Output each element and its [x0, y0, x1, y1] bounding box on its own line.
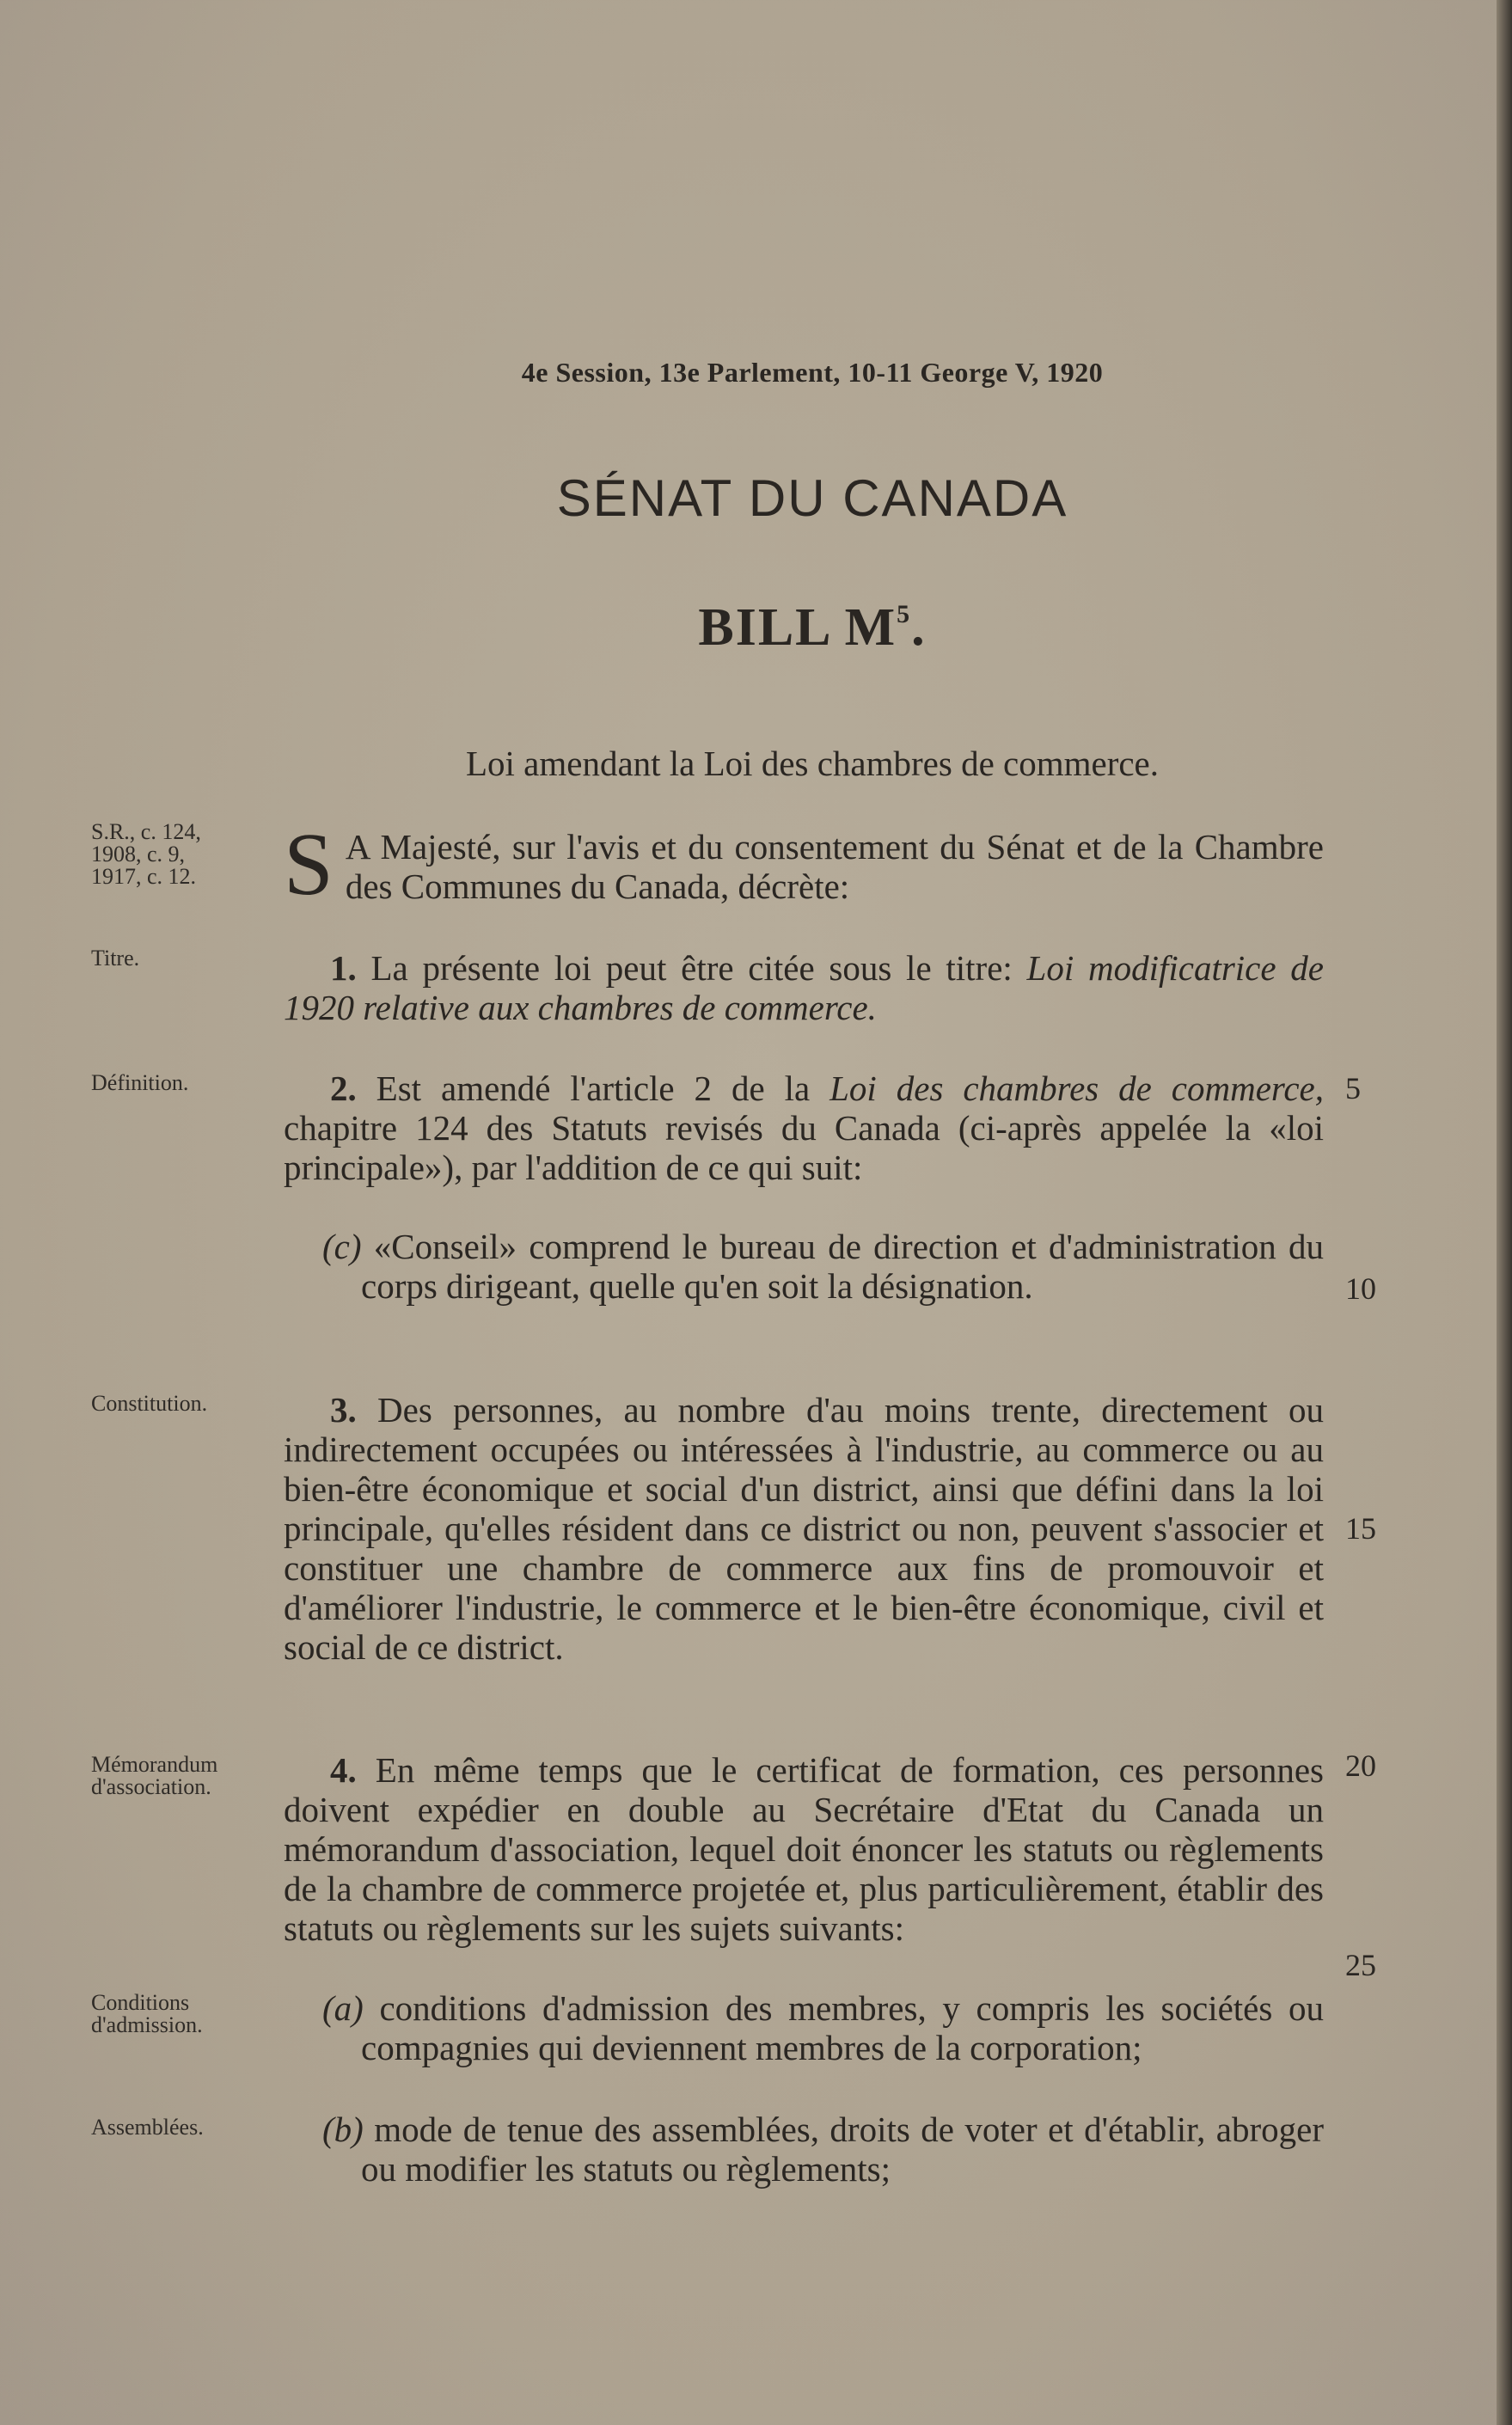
- section-2-text-a: Est amendé l'article 2 de la: [356, 1069, 830, 1108]
- section-2-act-name: Loi des chambres de commerce,: [829, 1069, 1324, 1108]
- clause-b-text: mode de tenue des assemblées, droits de voter et d'établir, abroger ou modifier les statuts ou règlements;: [361, 2110, 1324, 2189]
- bill-number: 5: [897, 600, 912, 628]
- section-3-text: Des personnes, au nombre d'au moins trente, directement ou indirectement occupées ou intéressées à l'industrie, au commerce ou au bien-être économique et social d'un district, ainsi que défini dans la loi principale, qu'elles résident dans ce district ou non, peuvent s'associer et constituer une chambre de commerce aux fins de promouvoir et d'améliorer l'industrie, le commerce et le bien-être économique, civil et social de ce district.: [284, 1390, 1324, 1667]
- line-number-15: 15: [1345, 1511, 1376, 1546]
- line-number-20: 20: [1345, 1748, 1376, 1783]
- section-4: [284, 1750, 1324, 1948]
- section-3: [284, 1390, 1324, 1667]
- bill-label: BILL M: [698, 598, 897, 657]
- bill-period: .: [911, 598, 927, 657]
- preamble-dropcap: S: [284, 815, 334, 914]
- clause-c-text: «Conseil» comprend le bureau de direction et d'administration du corps dirigeant, quelle qu'en soit la désignation.: [361, 1227, 1324, 1306]
- section-1-text: La présente loi peut être citée sous le titre:: [356, 948, 1027, 988]
- margin-ref-2: 1908, c. 9,: [91, 842, 186, 867]
- session-heading: 4e Session, 13e Parlement, 10-11 George V, 1920: [521, 357, 1104, 388]
- margin-ref-3: 1917, c. 12.: [91, 864, 197, 889]
- section-2: [284, 1069, 1324, 1187]
- preamble: [284, 815, 1324, 914]
- section-4-clause-a: [322, 1988, 1324, 2067]
- line-number-10: 10: [1345, 1271, 1376, 1306]
- preamble-text: A Majesté, sur l'avis et du consentement du Sénat et de la Chambre des Communes du Canada, décrète:: [345, 827, 1324, 906]
- margin-memorandum-1: Mémorandum: [91, 1752, 218, 1777]
- margin-assemblees: Assemblées.: [91, 2115, 204, 2140]
- clause-a-text: conditions d'admission des membres, y compris les sociétés ou compagnies qui deviennent membres de la corporation;: [361, 1988, 1324, 2067]
- margin-constitution: Constitution.: [91, 1391, 208, 1416]
- margin-titre: Titre.: [91, 946, 140, 971]
- short-title: Loi amendant la Loi des chambres de commerce.: [465, 744, 1159, 783]
- senate-heading: SÉNAT DU CANADA: [556, 469, 1068, 527]
- margin-memorandum: [91, 1754, 289, 1798]
- margin-references: [91, 821, 289, 888]
- section-4-clause-b: [322, 2110, 1324, 2189]
- section-1-number: 1.: [330, 948, 357, 988]
- section-4-number: 4.: [330, 1750, 357, 1790]
- line-number-25: 25: [1345, 1948, 1376, 1982]
- bill-heading: [0, 597, 1512, 658]
- clause-b-label: (b): [322, 2110, 364, 2149]
- section-2-text-b: chapitre 124 des Statuts revisés du Canada (ci-après appelée la «loi principale»), par l'addition de ce qui suit:: [284, 1108, 1324, 1187]
- margin-conditions-1: Conditions: [91, 1990, 190, 2015]
- margin-conditions: [91, 1992, 289, 2036]
- margin-definition: Définition.: [91, 1070, 189, 1095]
- margin-conditions-2: d'admission.: [91, 2012, 203, 2037]
- clause-a-label: (a): [322, 1988, 364, 2028]
- section-4-text: En même temps que le certificat de formation, ces personnes doivent expédier en double au Secrétaire d'Etat du Canada un mémorandum d'association, lequel doit énoncer les statuts ou règlements de la chambre de commerce projetée et, plus particulièrement, établir des statuts ou règlements sur les sujets suivants:: [284, 1750, 1324, 1948]
- margin-memorandum-2: d'association.: [91, 1774, 211, 1799]
- clause-c-label: (c): [322, 1227, 362, 1266]
- margin-ref-1: S.R., c. 124,: [91, 819, 201, 844]
- section-1: [284, 948, 1324, 1027]
- section-2-clause-c: [322, 1227, 1324, 1306]
- section-1-title: Loi modificatrice de 1920 relative aux chambres de commerce.: [284, 948, 1325, 1027]
- line-number-5: 5: [1345, 1071, 1361, 1105]
- section-2-number: 2.: [330, 1069, 357, 1108]
- section-3-number: 3.: [330, 1390, 357, 1430]
